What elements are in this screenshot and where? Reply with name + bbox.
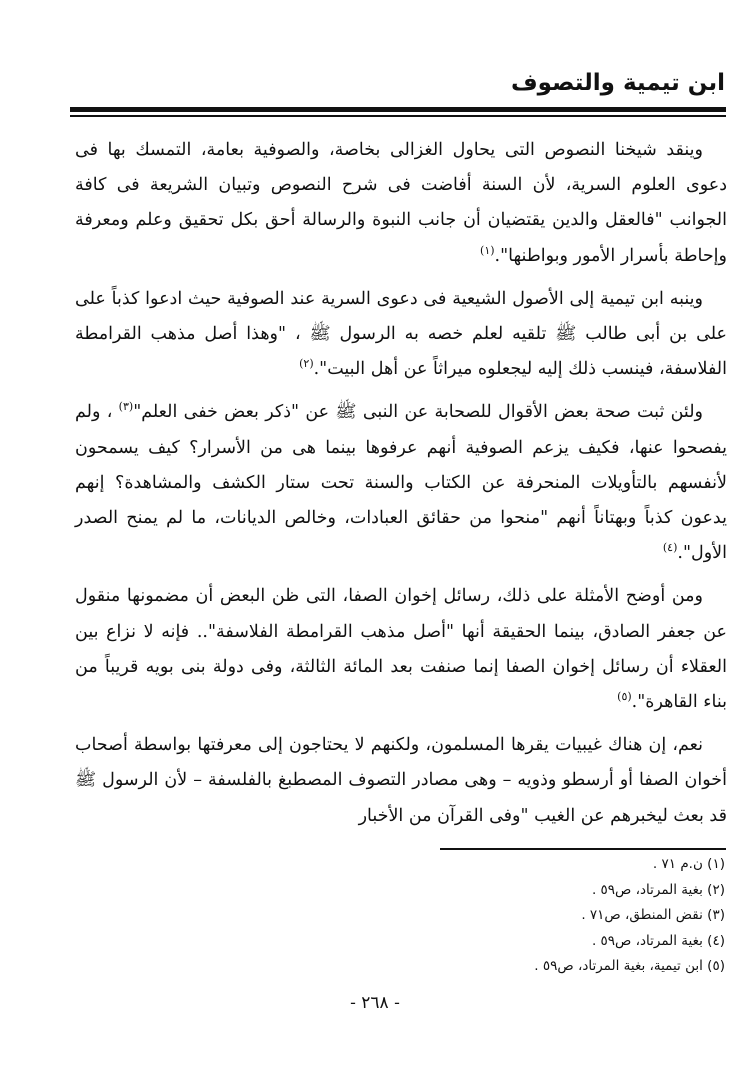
footnote-item: (١) ن.م ٧١ . — [652, 856, 725, 872]
running-header-title: ابن تيمية والتصوف — [510, 70, 725, 96]
footnote-separator — [440, 848, 726, 850]
footnote-item: (٥) ابن تيمية، بغية المرتاد، ص٥٩ . — [534, 958, 725, 974]
paragraph-3-text-after: ، ولم يفصحوا عنها، فكيف يزعم الصوفية أنهم عرفوها بينما هى من الأسرار؟ كيف يسمحون لأنفسهم بالتأويلات المنحرفة عن الكتاب والسنة تحت ستار الكشف والمشاهدة؟ إنهم يدعون كذباً وبهتاناً أنهم "منحوا من حقائق العبادات، وخالص الديانات، ما لم يمنح الصدر الأول". — [75, 402, 727, 564]
paragraph-3-text-before: ولئن ثبت صحة بعض الأقوال للصحابة عن النبى ﷺ عن "ذكر بعض خفى العلم" — [133, 402, 703, 423]
header-rule-thick — [70, 107, 726, 112]
paragraph-5 — [75, 728, 727, 834]
header-rule-thin — [70, 115, 726, 117]
paragraph-4-text: ومن أوضح الأمثلة على ذلك، رسائل إخوان الصفا، التى ظن البعض أن مضمونها منقول عن جعفر الصادق، بينما الحقيقة أنها "أصل مذهب القرامطة الفلاسفة".. فإنه لا نزاع بين العقلاء أن رسائل إخوان الصفا إنما صنفت بعد المائة الثالثة، وفى دولة بنى بويه قريباً من بناء القاهرة". — [75, 586, 727, 713]
footnote-ref-1: (١) — [480, 243, 495, 257]
footnote-ref-4: (٤) — [662, 541, 678, 555]
paragraph-1-text: وينقد شيخنا النصوص التى يحاول الغزالى بخاصة، والصوفية بعامة، التمسك بها فى دعوى العلوم السرية، لأن السنة أفاضت فى شرح النصوص وتبيان الشريعة فى كافة الجوانب "فالعقل والدين يقتضيان أن جانب النبوة والرسالة أحق بكل تحقيق وعلم ومعرفة وإحاطة بأسرار الأمور وبواطنها". — [75, 140, 727, 266]
paragraph-1 — [75, 133, 727, 274]
footnote-item: (٢) بغية المرتاد، ص٥٩ . — [591, 881, 725, 898]
footnotes — [300, 852, 725, 980]
paragraph-4 — [75, 579, 727, 720]
footnote-ref-3: (٣) — [118, 400, 134, 414]
footnote-item: (٣) نقض المنطق، ص٧١ . — [581, 907, 725, 923]
paragraph-2 — [75, 282, 727, 388]
paragraph-2-text: وينبه ابن تيمية إلى الأصول الشيعية فى دعوى السرية عند الصوفية حيث ادعوا كذباً على على بن أبى طالب ﷺ تلقيه لعلم خصه به الرسول ﷺ ، "وهذا أصل مذهب القرامطة الفلاسفة، فينسب ذلك إليه ليجعلوه ميراثاً عن أهل البيت". — [75, 288, 727, 380]
paragraph-3 — [75, 395, 727, 571]
body-text — [75, 133, 727, 834]
footnote-item: (٤) بغية المرتاد، ص٥٩ . — [591, 932, 725, 949]
footnote-ref-2: (٢) — [299, 357, 314, 371]
footnote-ref-5: (٥) — [617, 690, 632, 704]
paragraph-5-text: نعم، إن هناك غيبيات يقرها المسلمون، ولكنهم لا يحتاجون إلى معرفتها بواسطة أصحاب أخوان الصفا أو أرسطو وذويه – وهى مصادر التصوف المصطبغ بالفلسفة – لأن الرسول ﷺ قد بعث ليخبرهم عن الغيب "وفى القرآن من الأخبار — [75, 735, 727, 826]
page-number: - ٢٦٨ - — [350, 993, 400, 1013]
